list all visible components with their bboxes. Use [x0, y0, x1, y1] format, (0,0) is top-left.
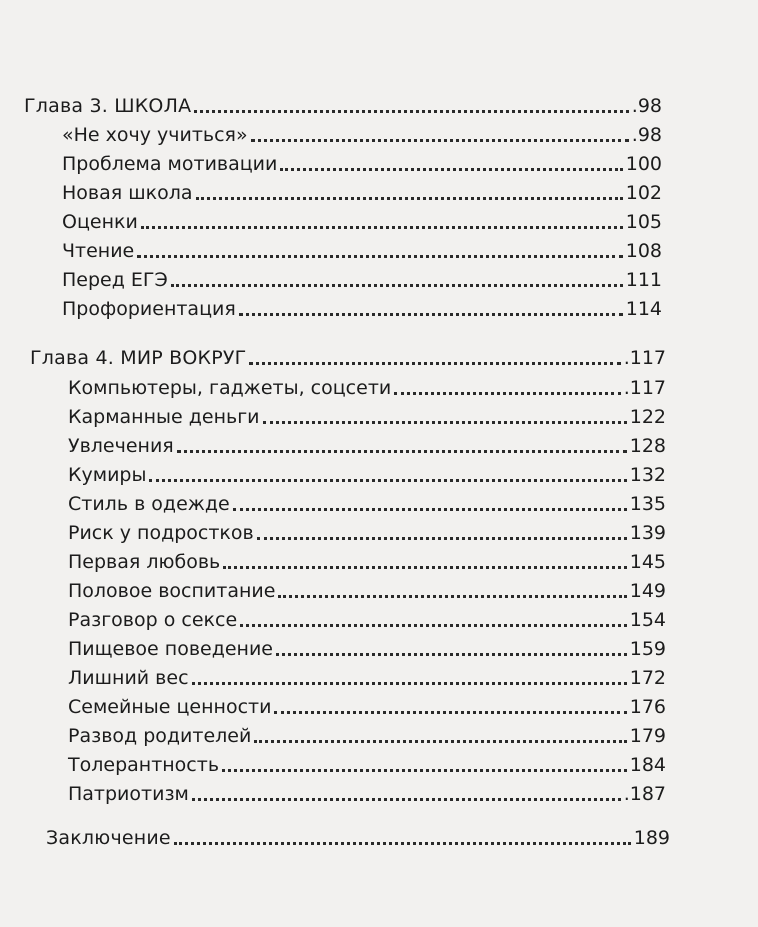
dot-leader [276, 652, 627, 656]
dot-leader [149, 478, 626, 482]
page-number: .98 [631, 95, 662, 117]
toc-entry [62, 152, 662, 176]
dot-leader [394, 391, 620, 395]
toc-entry [68, 608, 666, 632]
page-number: 105 [625, 211, 662, 233]
page-number: 132 [629, 464, 666, 486]
page-number: .98 [631, 124, 662, 146]
dot-leader [192, 681, 627, 685]
page-number: 145 [629, 551, 666, 573]
toc-entry [68, 492, 666, 516]
entry-title: Патриотизм [68, 783, 189, 805]
entry-title: Кумиры [68, 464, 147, 486]
dot-leader [222, 768, 627, 772]
toc-entry [68, 434, 666, 458]
page-number: 100 [625, 153, 662, 175]
dot-leader [249, 361, 620, 365]
entry-title: Разговор о сексе [68, 609, 238, 631]
dot-leader [196, 196, 623, 200]
toc-entry [68, 579, 666, 603]
entry-title: Стиль в одежде [68, 493, 230, 515]
page-number: 149 [629, 580, 666, 602]
dot-leader [251, 138, 629, 142]
entry-title: Перед ЕГЭ [62, 269, 168, 291]
toc-entry [68, 463, 666, 487]
entry-title: Новая школа [62, 182, 193, 204]
page-number: 179 [629, 725, 666, 747]
entry-title: Оценки [62, 211, 138, 233]
entry-title: Чтение [62, 240, 135, 262]
dot-leader [194, 109, 629, 113]
toc-entry [68, 782, 666, 806]
dot-leader [223, 565, 627, 569]
entry-title: Семейные ценности [68, 696, 272, 718]
entry-title: Профориентация [62, 298, 236, 320]
dot-leader [233, 507, 627, 511]
page-number: 122 [629, 406, 666, 428]
page-number: 172 [629, 667, 666, 689]
entry-title: Развод родителей [68, 725, 252, 747]
toc-entry [68, 724, 666, 748]
page-number: .187 [623, 783, 666, 805]
page-number: 184 [629, 754, 666, 776]
toc-entry [62, 181, 662, 205]
page-number: 114 [625, 298, 662, 320]
dot-leader [171, 283, 623, 287]
page-number: 189 [633, 827, 670, 849]
chapter-title: Глава 3. ШКОЛА [24, 95, 192, 117]
conclusion-title: Заключение [46, 827, 171, 849]
toc-entry [68, 521, 666, 545]
toc-entry [68, 376, 666, 400]
dot-leader [141, 225, 623, 229]
toc-entry [68, 753, 666, 777]
toc-entry [68, 695, 666, 719]
page-number: 111 [625, 269, 662, 291]
dot-leader [192, 797, 621, 801]
page-number: 135 [629, 493, 666, 515]
entry-title: Компьютеры, гаджеты, соцсети [68, 377, 392, 399]
dot-leader [274, 710, 626, 714]
toc-chapter-4 [30, 346, 666, 370]
page-number: 102 [625, 182, 662, 204]
toc-entry [68, 666, 666, 690]
chapter-title: Глава 4. МИР ВОКРУГ [30, 347, 247, 369]
toc-entry [62, 210, 662, 234]
dot-leader [263, 420, 627, 424]
page-number: .117 [623, 377, 666, 399]
dot-leader [177, 449, 627, 453]
entry-title: «Не хочу учиться» [62, 124, 248, 146]
entry-title: Половое воспитание [68, 580, 276, 602]
toc-conclusion [46, 826, 670, 850]
dot-leader [240, 623, 627, 627]
toc-entry [62, 268, 662, 292]
toc-entry [68, 637, 666, 661]
page-number: 154 [629, 609, 666, 631]
entry-title: Увлечения [68, 435, 174, 457]
dot-leader [257, 536, 627, 540]
entry-title: Лишний вес [68, 667, 189, 689]
entry-title: Толерантность [68, 754, 220, 776]
page-number: 159 [629, 638, 666, 660]
entry-title: Риск у подростков [68, 522, 254, 544]
entry-title: Проблема мотивации [62, 153, 278, 175]
toc-entry [68, 405, 666, 429]
page-number: .117 [623, 347, 666, 369]
toc-chapter-3 [24, 94, 662, 118]
dot-leader [254, 739, 626, 743]
dot-leader [174, 841, 631, 845]
dot-leader [137, 254, 622, 258]
dot-leader [278, 594, 626, 598]
page-number: 108 [625, 240, 662, 262]
toc-entry [62, 297, 662, 321]
page-number: 128 [629, 435, 666, 457]
dot-leader [280, 167, 622, 171]
dot-leader [239, 312, 623, 316]
toc-entry [62, 123, 662, 147]
entry-title: Карманные деньги [68, 406, 260, 428]
entry-title: Первая любовь [68, 551, 221, 573]
toc-entry [68, 550, 666, 574]
page-number: 139 [629, 522, 666, 544]
page-number: 176 [629, 696, 666, 718]
toc-entry [62, 239, 662, 263]
entry-title: Пищевое поведение [68, 638, 273, 660]
